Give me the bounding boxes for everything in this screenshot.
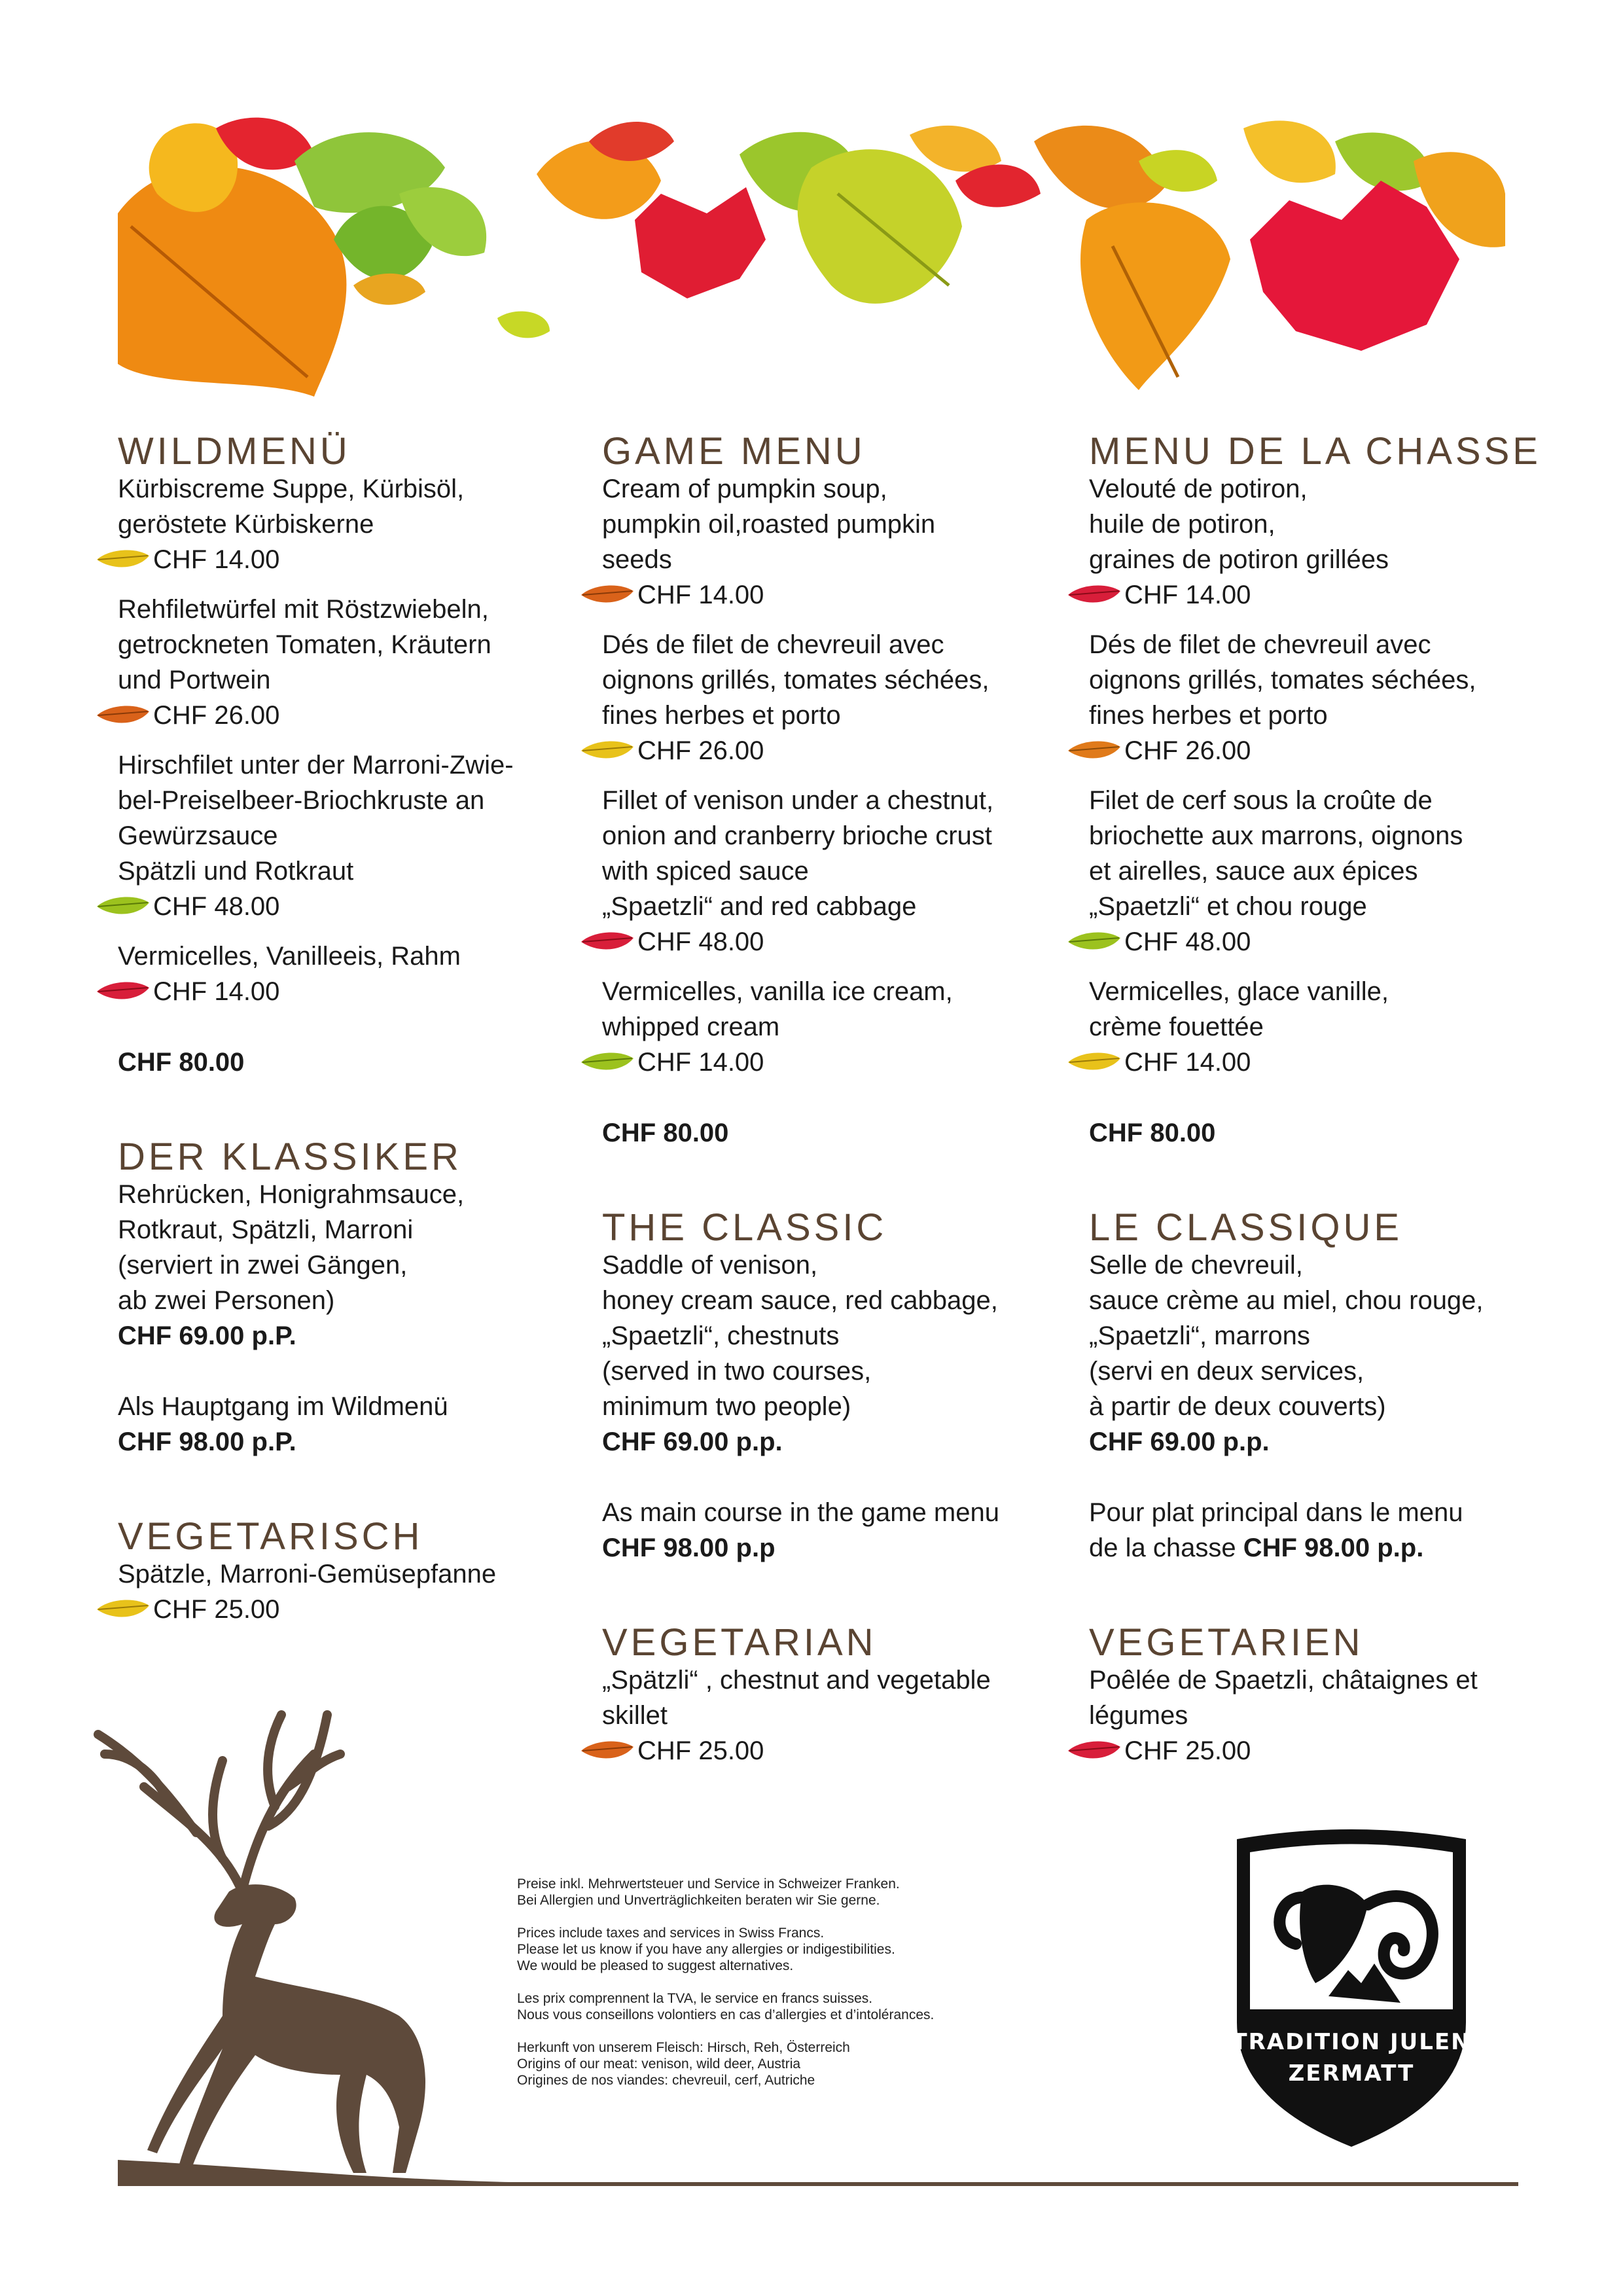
leaf-icon xyxy=(798,149,962,304)
main-course-text: Pour plat principal dans le menu de la chasse xyxy=(1089,1498,1463,1562)
leaf-icon xyxy=(1067,1049,1122,1075)
leaf-icon xyxy=(580,929,635,955)
menu-total-price: CHF 80.00 xyxy=(1089,1119,1216,1147)
leaf-icon xyxy=(96,547,151,573)
dish-description: „Spätzli“ , chestnut and vegetable skillet xyxy=(602,1666,991,1730)
dish-description: Filet de cerf sous la croûte de briochette aux marrons, oignons et airelles, sauce aux épices „Spaetzli“ et chou rouge xyxy=(1089,786,1463,921)
price-line xyxy=(1089,577,1547,613)
price-line xyxy=(118,889,576,924)
section-heading: DER KLASSIKER xyxy=(118,1136,462,1178)
price-line xyxy=(118,542,576,577)
leaf-icon xyxy=(1034,126,1217,209)
section-heading: VEGETARISCH xyxy=(118,1515,423,1558)
dish-description: Selle de chevreuil, sauce crème au miel, chou rouge, „Spaetzli“, marrons (servi en deux services, à partir de deux couverts) xyxy=(1089,1251,1484,1421)
dish-description: Vermicelles, glace vanille, crème fouettée xyxy=(1089,977,1389,1041)
dish-description: Dés de filet de chevreuil avec oignons grillés, tomates séchées, fines herbes et porto xyxy=(1089,630,1476,730)
footnote-meat-origin: Herkunft von unserem Fleisch: Hirsch, Reh, Österreich Origins of our meat: venison, wild deer, Austria Origines de nos viandes: chevreuil, cerf, Autriche xyxy=(517,2040,850,2088)
menu-total-price: CHF 80.00 xyxy=(118,1048,245,1077)
price-line xyxy=(118,698,576,733)
logo-text-line1: TRADITION JULEN xyxy=(1232,2029,1471,2055)
price-line xyxy=(1089,1733,1547,1768)
tradition-julen-logo xyxy=(1230,1826,1472,2153)
price-line xyxy=(602,924,1060,960)
dish-description: Poêlée de Spaetzli, châtaignes et légumes xyxy=(1089,1666,1478,1730)
logo-text-line2: ZERMATT xyxy=(1288,2060,1415,2087)
dish-price: CHF 14.00 xyxy=(637,581,764,609)
dish-price: CHF 26.00 xyxy=(637,736,764,765)
dish-price: CHF 14.00 xyxy=(1124,581,1251,609)
dish-price: CHF 69.00 p.p. xyxy=(1089,1427,1270,1456)
dish-description: Kürbiscreme Suppe, Kürbisöl, geröstete Kürbiskerne xyxy=(118,475,465,539)
leaf-icon xyxy=(580,1049,635,1075)
dish-price: CHF 48.00 xyxy=(153,892,280,921)
dish-description: Dés de filet de chevreuil avec oignons grillés, tomates séchées, fines herbes et porto xyxy=(602,630,990,730)
leaf-icon xyxy=(1250,181,1459,351)
dish-price: CHF 26.00 xyxy=(153,701,280,730)
german-menu-column xyxy=(118,432,576,1627)
price-line xyxy=(1089,924,1547,960)
deer-silhouette-icon xyxy=(92,1676,484,2186)
dish-price: CHF 48.00 xyxy=(637,927,764,956)
leaf-icon xyxy=(96,893,151,920)
price-line xyxy=(118,974,576,1009)
dish-price: CHF 48.00 xyxy=(1124,927,1251,956)
dish-description: Velouté de potiron, huile de potiron, graines de potiron grillées xyxy=(1089,475,1389,574)
english-menu-column xyxy=(602,432,1060,1768)
main-course-price: CHF 98.00 p.p. xyxy=(1243,1534,1424,1562)
section-heading: VEGETARIAN xyxy=(602,1621,877,1664)
main-course-price: CHF 98.00 p.p xyxy=(602,1534,776,1562)
dish-description: Saddle of venison, honey cream sauce, red cabbage, „Spaetzli“, chestnuts (served in two courses, minimum two people) xyxy=(602,1251,998,1421)
price-line xyxy=(602,733,1060,768)
menu-total-price: CHF 80.00 xyxy=(602,1119,729,1147)
footnote-prices-fr: Les prix comprennent la TVA, le service en francs suisses. Nous vous conseillons volontiers en cas d’allergies et d’intolérances. xyxy=(517,1991,935,2022)
section-heading: LE CLASSIQUE xyxy=(1089,1206,1403,1249)
footnote-prices-de: Preise inkl. Mehrwertsteuer und Service in Schweizer Franken. Bei Allergien und Unverträglichkeiten beraten wir Sie gerne. xyxy=(517,1876,900,1908)
dish-description: Cream of pumpkin soup, pumpkin oil,roasted pumpkin seeds xyxy=(602,475,936,574)
main-course-price: CHF 98.00 p.P. xyxy=(118,1427,296,1456)
price-line xyxy=(602,1045,1060,1080)
price-line xyxy=(1089,1045,1547,1080)
section-heading: MENU DE LA CHASSE xyxy=(1089,430,1541,473)
autumn-leaves-banner xyxy=(118,115,1505,403)
leaf-icon xyxy=(1080,202,1230,390)
dish-price: CHF 14.00 xyxy=(637,1048,764,1077)
dish-price: CHF 69.00 p.p. xyxy=(602,1427,783,1456)
hill-ground-line xyxy=(118,2160,1518,2186)
dish-price: CHF 14.00 xyxy=(153,977,280,1006)
main-course-note xyxy=(1089,1495,1547,1566)
leaf-icon xyxy=(580,1738,635,1764)
leaf-icon xyxy=(1243,120,1433,190)
dish-price: CHF 69.00 p.P. xyxy=(118,1321,296,1350)
main-course-note: Als Hauptgang im Wildmenü xyxy=(118,1392,448,1421)
dish-price: CHF 25.00 xyxy=(1124,1736,1251,1765)
dish-description: Vermicelles, vanilla ice cream, whipped cream xyxy=(602,977,953,1041)
section-heading: VEGETARIEN xyxy=(1089,1621,1364,1664)
dish-price: CHF 25.00 xyxy=(153,1595,280,1624)
dish-description: Rehfiletwürfel mit Röstzwiebeln, getrockneten Tomaten, Kräutern und Portwein xyxy=(118,595,491,694)
dish-description: Rehrücken, Honigrahmsauce, Rotkraut, Spätzli, Marroni (serviert in zwei Gängen, ab zwei Personen) xyxy=(118,1180,465,1315)
leaf-icon xyxy=(1067,738,1122,764)
french-menu-column xyxy=(1089,432,1547,1768)
footnotes xyxy=(517,1876,1041,2105)
leaf-icon xyxy=(580,582,635,608)
section-heading: THE CLASSIC xyxy=(602,1206,887,1249)
leaf-icon xyxy=(96,978,151,1005)
section-heading: GAME MENU xyxy=(602,430,866,473)
dish-description: Spätzle, Marroni-Gemüsepfanne xyxy=(118,1560,497,1588)
dish-description: Hirschfilet unter der Marroni-Zwie- bel-Preiselbeer-Briochkruste an Gewürzsauce Spätzli und Rotkraut xyxy=(118,751,514,886)
dish-description: Fillet of venison under a chestnut, onion and cranberry brioche crust with spiced sauce „Spaetzli“ and red cabbage xyxy=(602,786,994,921)
main-course-note: As main course in the game menu xyxy=(602,1498,999,1527)
footnote-prices-en: Prices include taxes and services in Swiss Francs. Please let us know if you have any allergies or indigestibilities. We would be pleased to suggest alternatives. xyxy=(517,1926,895,1973)
dish-price: CHF 14.00 xyxy=(1124,1048,1251,1077)
section-heading: WILDMENÜ xyxy=(118,430,351,473)
leaf-icon xyxy=(580,738,635,764)
price-line xyxy=(602,577,1060,613)
leaf-icon xyxy=(353,274,550,338)
price-line xyxy=(1089,733,1547,768)
dish-price: CHF 14.00 xyxy=(153,545,280,574)
leaf-icon xyxy=(1067,582,1122,608)
dish-price: CHF 26.00 xyxy=(1124,736,1251,765)
leaf-icon xyxy=(1067,1738,1122,1764)
price-line xyxy=(118,1592,576,1627)
dish-price: CHF 25.00 xyxy=(637,1736,764,1765)
leaf-icon xyxy=(96,702,151,728)
leaf-icon xyxy=(1067,929,1122,955)
price-line xyxy=(602,1733,1060,1768)
leaf-icon xyxy=(96,1596,151,1623)
dish-description: Vermicelles, Vanilleeis, Rahm xyxy=(118,942,461,971)
leaf-icon xyxy=(635,187,766,298)
